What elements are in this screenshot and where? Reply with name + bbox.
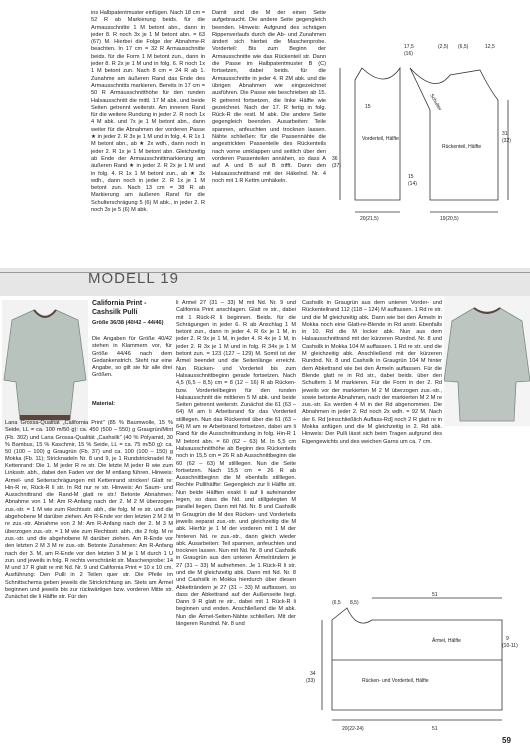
- piece-label: Schulter: [428, 93, 443, 112]
- sizes: [92, 320, 172, 334]
- dimension-label: (6,5: [332, 600, 341, 606]
- dimension-label: 8,5): [350, 600, 359, 606]
- dimension-label: 51: [432, 592, 438, 598]
- piece-label: Rückenteil, Hälfte: [442, 144, 482, 150]
- header-divider: [0, 272, 530, 273]
- dimension-label: 51: [432, 726, 438, 732]
- dimension-label: (14): [408, 181, 417, 187]
- text-column-bottom-3: [302, 300, 442, 582]
- paragraph: Cashsilk in Graugrün aus dem unteren Vorder- und Rückenteilrand 112 (118 – 124) M auffassen. 1 Rd re str. und die M gleichzeitig abk. Dann wie bei den Ärmeln in Mokka noch eine Glatt-re-Blende in Rd anstr. Ebenfalls in 10. Rd die M locker abk. Nun aus dem Halsausschnittrand mit der kürzeren Rundnd. Nr. 8 und Cashsilk in Mokka 104 M auffassen. 1 Rd re str. und die M gleichzeitig abk. Anschließend mit der kürzeren Rundnd. Nr. 8 und Cashsilk in Graugrün 104 M hinter dem Abkettrand wie bei den Ärmeln auffassen. Für die Blende glatt re in Rd str., dabei beids. über den Schultern 1 M markieren. Für die Form in der 2. Rd jeweils vor der markierten M 2 M überzogen zus.-str., sowie betonte Abnahmen, nach der markierten M 2 M re zus.-str. Es werden 4 M in der Rd abgenommen. Die Abnahmen in jeder 2. Rd noch 2x wdh. = 92 M. Nach der 6. Rd [einschließlich Auffass-Rd] noch 2 R glatt re in Mokka anfügen und die M gleichzeitig in 2. Rd abk. Hinweis: Der Pulli lässt sich beim Tragen aufgrund des Eigengewichts und des weichen Garns um ca. 7 cm.: [302, 300, 442, 445]
- paragraph: Damit sind die M der einen Seite aufgebraucht. Die andere Seite gegengleich beenden. Hinweis: Aufgrund des schrägen Rippenverlaufs durch die Ab- und Zunahmen ändert sich hierbei die Maschenprobe. Vorderteil: Bis zum Beginn der Armausschnitte wie das Rückenteil str. Dann die Passe im Halbpatentmuster B (C) fortsetzen, dabei beids. für die Armausschnitte in jeder 4. R 2M abk. und die übrigen Abnahmen wie eingezeichnet ausführen. Die Passe wie beschrieben ab 15. R getrennt fortsetzen, die linke Hälfte wie gezeichnet. Nach der 17. R fertig in folg. Rück-R die restl. M abk. Die andere Seite gegengleich beenden. Ausarbeiten: Teile spannen, anfeuchten und trocknen lassen. Nähte schließen: für die Passennähte die angestrickten Passenteile des Rückenteils nach vorne umklappen und seitlich über den vorderen Passenteilen annähen, so dass A auf A und B auf B trifft. Dann den Halsausschnittrand mit der Häkelnd. Nr. 4 noch mit 1 R Kettm umhäkeln.: [212, 10, 326, 184]
- dimension-label: 12,5: [485, 44, 495, 50]
- piece-label: Ärmel, Hälfte: [432, 638, 461, 644]
- sizes-note: [92, 336, 172, 400]
- dimension-label: (16): [404, 51, 413, 57]
- paragraph: Kettenrand: Die 1. M jeder R re str. Die letzte M jeder R wie zum Linksstr. abh., dabei den Faden vor der M entlang führen. Hinweis: Armel- und Seitenschrägungen mit Kettenrand stricken! Glatt re: Hin-R re, Rück-R li str. In Rd nur re str. Hinweis: An Saum- und Ausschnittrand die Rand-M glatt re str.! Betonte Abnahmen: Abnahme von 1 M: Am R-Anfang nach der 2. M 2 M überzogen zus.-str. = 1 M wie zum Rechtsstr. abh., die folg. M re str. und die abgehobene M darüber ziehen. Am R-Ende vor den letzten 2 M 2 M re zus.-str. Abnahme von 2 M: Am R-Anfang nach der 2. M 3 M überzogen zus.-str. = 1 M wie zum Rechtsstr. abh., die 2 folg. M re zus.-str. und die abgehobene M darüber ziehen. Am R-Ende vor den letzten 2 M 3 M re zus.-str. Betonte Zunahmen: Am R-Anfang nach der 3. M, am R-Ende vor den letzten 3 M je 1 M durch 1 U zun. und jeweils in folg. R rechts verschränkt str. Maschenprobe: 14 M und 17 R glatt re mit Nd. Nr. 9 und California Print = 10 x 10 cm. Ausführung: Den Pulli in 2 Teilen quer str. Die Pfeile im Schnittschema geben jeweils die Strickrichtung an. Stets am Ärmel beginnen und jeweils bis zur rückwärtigen bzw. vorderen Mitte str. Zunächst die li Hälfte str. Für den: [5, 463, 173, 601]
- text-column-top-2: [212, 10, 326, 220]
- paragraph: Die Angaben für Größe 40/42 stehen in Klammern vor, für Größe 44/46 nach dem Gedankenstrich. Steht nur eine Angabe, so gilt sie für alle drei Größen.: [92, 336, 172, 379]
- dimension-label: 34: [310, 671, 316, 677]
- paragraph: li Ärmel 27 (31 – 33) M mit Nd. Nr. 9 und California Print anschlagen. Glatt re str., dabei mit 1 Rück-R li beginnen. Beids. für die Schrägungen in jeder 6. R ab Anschlag 1 M betont zun., dann in jeder 4. R 6x je 1 M, in jeder 2. R 9x je 1 M, in jeder 4. R 4x je 1 M, in jeder 2. R 3x je 1 M und in folg. R 34x je 1 M betont zun. = 123 (127 – 129) M. Somit ist der Ärmel beendet und die Seitenlänge erreicht. Nun Rücken- und Vorderteil bis zum Halsausschnittbeginn gerade fortsetzen. Nach 4,5 (6,5 – 8,5) cm = 8 (12 – 16) R ab Rücken-bzw. Vorderteilbeginn für den runden Halsausschnitt die mittleren 5 M abk. und beide Seiten getrennt weiterstr. Zunächst die 61 (63 – 64) M am li Arbeitsrand für das Vorderteil stilllegen. Nun das Rückenteil über die 61 (63 – 64) M am re Arbeitsrand fortsetzen, dabei am li Rand für die Ausschnittrundung in folg. Hin-R 1 M betont abn. = 60 (62 – 63) M. In 5,5 cm Halsausschnitthöhe ab Beginn des Rückenteils noch in 15,5 cm = 26 R ab Ausschnittbeginn die 60 (62 – 63) M stilllegen. Nun die Seite fortsetzen. Nach 15,5 cm = 26 R ab Ausschnittbeginn die M ebenfalls stilllegen. Rechte Pullihälfte: Gegengleich zur li Hälfte str. Nun beide Hälften exakt li auf li aufeinander legen, so dass die Nd. und stillgelegten M parallel liegen. Dann mit Nd. Nr. 8 und Cashsilk in Graugrün die M des Rücken- und Vorderteils jeweils separat zus.-str. und gleichzeitig die M abk. Hierfür je 1 M der vorderen mit 1 M der hinteren Nd. re zus.-str., dann gleich wieder abk. Ausarbeiten: Teil spannen, anfeuchten und trocknen lassen. Nun mit Nd. Nr. 8 und Cashsilk in Graugrün aus den unteren Ärmelrändern je 27 (31 – 33) M aufnehmen. Je 1 Rück-R li str. und die M gleichzeitig abk. Dann mit Nd. Nr. 8 und Cashsilk in Mokka hierdurch über diesen Abketträndern je 27 (31 – 33) M auffassen, so dass der Abkettrand auf der Außenseite liegt. Dann 9 R glatt re str., dabei mit 1 Rück-R li beginnen und enden. Anschließend die M abk. Nun die Ärmel-Seiten-Nähte schließen. Mit der längeren Rundnd. Nr. 8 und: [176, 300, 296, 628]
- dimension-label: (33): [306, 678, 315, 684]
- dimension-label: 17,5: [404, 44, 414, 50]
- material-label: Material:: [92, 401, 116, 407]
- pattern-schematic-bottom: [302, 590, 520, 735]
- dimension-label: 20(21,5): [360, 216, 379, 222]
- material-text: [5, 420, 173, 462]
- dimension-label: 15: [365, 104, 371, 110]
- material-section: [92, 401, 172, 415]
- sizes-text: Größe 36/38 (40/42 – 44/46): [92, 320, 164, 326]
- piece-label: Vorderteil, Hälfte: [362, 136, 399, 142]
- paragraph: Lana Grossa-Qualität „California Print" (85 % Baumwolle, 15 % Seide, LL = ca. 100 m/50 g): ca. 450 (500 – 550) g Graugrün/Mint (Fb. 302) und Lana Grossa-Qualität „Cashsilk" (40 % Polyamid, 30 % Bambus, 15 % Kaschmir, 15 % Seide, LL = ca. 75 m/50 g): ca. 50 (100 – 100) g Graugrün (Fb. 37) und ca. 100 (100 – 150) g Mokka (Fb. 11); Stricknadeln Nr. 8 und 9, je 1 Rundstricknadel Nr.: [5, 420, 173, 462]
- dimension-label: 15: [408, 174, 414, 180]
- dimension-label: (6,5): [458, 44, 469, 50]
- sweater-photo-back: [444, 296, 530, 426]
- dimension-label: 20(22-24): [342, 726, 364, 732]
- sweater-photo-front: [2, 300, 88, 430]
- model-heading: MODELL 19: [88, 270, 179, 287]
- dimension-label: 36: [332, 156, 338, 162]
- dimension-label: 31: [502, 131, 508, 137]
- dimension-label: 19(20,5): [440, 216, 459, 222]
- dimension-label: 9: [506, 636, 509, 642]
- model-title: California Print - Cashsilk Pulli: [92, 300, 147, 316]
- paragraph: ins Halbpatentmuster einfügen. Nach 18 cm = 52 R ab Markierung beids. für die Armausschnitte 1 M betont abn., dann in jeder 8. R noch 3x je 1 M betont abn. = 63 (67) M. Hierbei die Folge der Abnahme-R beachten. In 17 cm = 32 R Armausschnitte beids. für die Form 1 M betont zun., dann in jeder 8. R 2x je 1 M und in folg. 6. R noch 1x 1 M betont zun. Nach 8 cm = 24 R ab 1. Zunahme am äußeren Rand das Ende des Armausschnitts markieren. Bereits in 17 cm = 50 R Armausschnitthöhe für den runden Halsausschnitt die mittl. 17 M abk. und beide Seiten getrennt weiterstr. Am inneren Rand für die weitere Rundung in jeder 2. R noch 1x 4 M abk. und 7x je 1 M betont abn., dann weiter für die Abnahmen der vorderen Passe ★ in jeder 2. R 3x je 1 M und in folg. 4. R 1x 1 M betont abn., ab ★ 2x wdh., dann noch in jeder 2. R 1x je 1 M betont abn. Gleichzeitig ab Ende der Armausschnittmarkierung am äußeren Rand ★ in jeder 2. R 2x je 1 M und in folg. 4. R 1x 1 M betont zun., ab ★ 3x wdh., dann noch in jeder 2. R 1x je 1 M betont zun. Nach 13 cm = 38 R ab Markierung am äußeren Rand für die Schulterschrägung 5 (6) M abk., in jeder 2. R noch 3x je 5 (6) M abk.: [91, 10, 205, 214]
- piece-label: Rücken- und Vorderteil, Hälfte: [362, 678, 429, 684]
- text-column-top-1: [91, 10, 205, 268]
- pattern-schematic-top: [330, 40, 520, 270]
- page-number: 59: [502, 736, 511, 745]
- text-column-bottom-1: [5, 463, 173, 743]
- dimension-label: (2,5): [438, 44, 449, 50]
- dimension-label: (32): [502, 138, 511, 144]
- dimension-label: (37): [332, 163, 341, 169]
- text-column-bottom-2: [176, 300, 296, 740]
- dimension-label: (10-11): [502, 643, 518, 649]
